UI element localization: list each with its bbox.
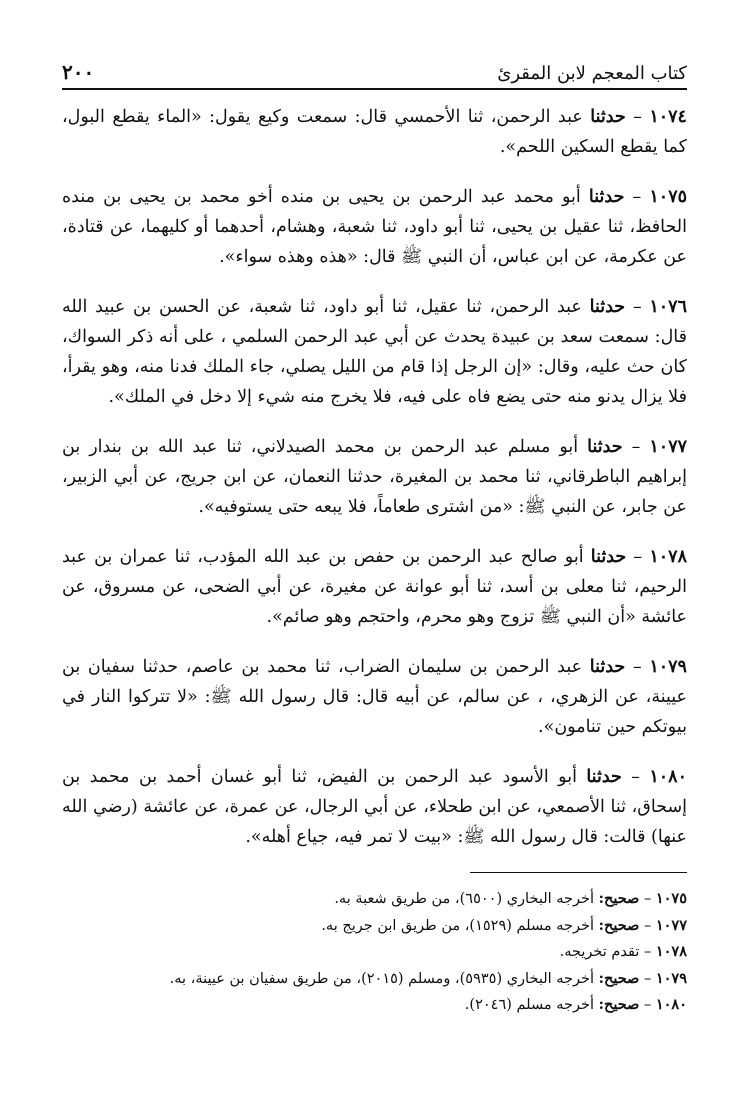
hadith-text: عبد الرحمن، ثنا الأحمسي قال: سمعت وكيع يقول: «الماء يقطع البول، كما يقطع السكين اللحم».: [62, 107, 687, 157]
hadith-text: عبد الرحمن، ثنا عقيل، ثنا أبو داود، ثنا شعبة، عن الحسن بن عبيد الله قال: سمعت سعد بن عبيدة يحدث عن أبي عبد الرحمن السلمي ، على أنه ذكر السواك، كان حث عليه، وقال: «إن الرجل إذا قام من الليل يصلي، جاء الملك فدنا منه، وهو يقرأ، فلا يزال يدنو منه حتى يضع فاه على فيه، فلا يخرج منه شيء إلا دخل في الملك».: [62, 297, 687, 407]
page-number: ٢٠٠: [62, 60, 95, 84]
footnote: ١٠٧٩ – صحيح: أخرجه البخاري (٥٩٣٥)، ومسلم (٢٠١٥)، من طريق سفيان بن عيينة، به.: [169, 969, 687, 987]
hadith-entry: ١٠٧٧ – حدثنا أبو مسلم عبد الرحمن بن محمد الصيدلاني، ثنا عبد الله بن بندار بن إبراهيم الباطرقاني، ثنا محمد بن المغيرة، حدثنا النعمان، عن ابن جريج، عن أبي الزبير، عن جابر، عن النبي ﷺ: «من اشترى طعاماً، فلا يبعه حتى يستوفيه».: [62, 437, 687, 517]
footnote: ١٠٨٠ – صحيح: أخرجه مسلم (٢٠٤٦).: [464, 996, 687, 1013]
hadith-lead-word: حدثنا: [589, 297, 626, 317]
footnote-grade: صحيح:: [598, 969, 640, 987]
hadith-entry: ١٠٨٠ – حدثنا أبو الأسود عبد الرحمن بن الفيض، ثنا أبو غسان أحمد بن محمد بن إسحاق، ثنا الأصمعي، عن ابن طحلاء، عن أبي الرجال، عن عمرة، عن عائشة (رضي الله عنها) قالت: قال رسول الله ﷺ: «بيت لا تمر فيه، جياع أهله».: [62, 767, 687, 847]
footnote-grade: صحيح:: [598, 890, 640, 907]
hadith-lead-word: حدثنا: [588, 187, 625, 207]
hadith-lead-word: حدثنا: [587, 437, 623, 457]
hadith-number: ١٠٧٧: [649, 437, 687, 457]
hadith-number: ١٠٧٦: [649, 297, 687, 317]
footnote-text: أخرجه مسلم (١٥٢٩)، من طريق ابن جريج به.: [321, 917, 594, 934]
hadith-text: أبو الأسود عبد الرحمن بن الفيض، ثنا أبو غسان أحمد بن محمد بن إسحاق، ثنا الأصمعي، عن ابن طحلاء، عن أبي الرجال، عن عمرة، عن عائشة (رضي الله عنها) قالت: قال رسول الله ﷺ: «بيت لا تمر فيه، جياع أهله».: [62, 767, 687, 847]
hadith-text: عبد الرحمن بن سليمان الضراب، ثنا محمد بن عاصم، حدثنا سفيان بن عيينة، عن الزهري، ، عن سالم، عن أبيه قال: قال رسول الله ﷺ: «لا تتركوا النار في بيوتكم حين تنامون».: [62, 657, 687, 737]
hadith-text: أبو صالح عبد الرحمن بن حفص بن عبد الله المؤدب، ثنا عمران بن عبد الرحيم، ثنا معلى بن أسد، ثنا أبو عوانة عن مغيرة، عن أبي الضحى، عن مسروق، عن عائشة «أن النبي ﷺ تزوج وهو محرم، واحتجم وهو صائم».: [62, 547, 687, 627]
running-title: كتاب المعجم لابن المقرئ: [497, 63, 687, 84]
footnote-number: ١٠٨٠: [655, 996, 687, 1013]
hadith-entry: ١٠٧٨ – حدثنا أبو صالح عبد الرحمن بن حفص بن عبد الله المؤدب، ثنا عمران بن عبد الرحيم، ثنا معلى بن أسد، ثنا أبو عوانة عن مغيرة، عن أبي الضحى، عن مسروق، عن عائشة «أن النبي ﷺ تزوج وهو محرم، واحتجم وهو صائم».: [62, 547, 687, 627]
hadith-number: ١٠٧٩: [649, 657, 687, 677]
footnote-text: تقدم تخريجه.: [559, 944, 640, 960]
hadith-lead-word: حدثنا: [589, 657, 626, 677]
hadith-number: ١٠٨٠: [649, 767, 687, 787]
footnote: ١٠٧٥ – صحيح: أخرجه البخاري (٦٥٠٠)، من طريق شعبة به.: [334, 890, 687, 907]
footnote-text: أخرجه البخاري (٥٩٣٥)، ومسلم (٢٠١٥)، من طريق سفيان بن عيينة، به.: [169, 970, 594, 987]
hadith-entry: ١٠٧٦ – حدثنا عبد الرحمن، ثنا عقيل، ثنا أبو داود، ثنا شعبة، عن الحسن بن عبيد الله قال: سمعت سعد بن عبيدة يحدث عن أبي عبد الرحمن السلمي ، على أنه ذكر السواك، كان حث عليه، وقال: «إن الرجل إذا قام من الليل يصلي، جاء الملك فدنا منه، وهو يقرأ، فلا يزال يدنو منه حتى يضع فاه على فيه، فلا يخرج منه شيء إلا دخل في الملك».: [62, 297, 687, 407]
footnote: ١٠٧٧ – صحيح: أخرجه مسلم (١٥٢٩)، من طريق ابن جريج به.: [321, 916, 687, 934]
main-text: [62, 102, 687, 872]
hadith-text: أبو محمد عبد الرحمن بن يحيى بن منده أخو محمد بن يحيى بن منده الحافظ، ثنا عقيل بن يحيى، ثنا أبو داود، ثنا شعبة، وهشام، أحدهما أو كليهما، عن قتادة، عن عكرمة، عن ابن عباس، أن النبي ﷺ قال: «هذه وهذه سواء».: [62, 187, 687, 267]
hadith-number: ١٠٧٤: [649, 107, 687, 127]
footnote-text: أخرجه مسلم (٢٠٤٦).: [464, 997, 594, 1013]
footnote-number: ١٠٧٨: [655, 943, 687, 960]
footnote-rule: [470, 872, 687, 873]
header-rule: [62, 88, 687, 90]
hadith-entry: ١٠٧٩ – حدثنا عبد الرحمن بن سليمان الضراب، ثنا محمد بن عاصم، حدثنا سفيان بن عيينة، عن الزهري، ، عن سالم، عن أبيه قال: قال رسول الله ﷺ: «لا تتركوا النار في بيوتكم حين تنامون».: [62, 657, 687, 737]
footnote-number: ١٠٧٥: [655, 890, 687, 907]
footnotes: [62, 886, 687, 1019]
footnote-number: ١٠٧٧: [655, 916, 687, 934]
footnote-grade: صحيح:: [598, 916, 640, 934]
hadith-lead-word: حدثنا: [590, 107, 626, 127]
footnote: ١٠٧٨ – تقدم تخريجه.: [559, 943, 687, 960]
hadith-entry: ١٠٧٤ – حدثنا عبد الرحمن، ثنا الأحمسي قال: سمعت وكيع يقول: «الماء يقطع البول، كما يقطع السكين اللحم».: [62, 107, 687, 157]
hadith-lead-word: حدثنا: [590, 547, 627, 567]
footnote-grade: صحيح:: [598, 996, 640, 1013]
hadith-number: ١٠٧٥: [649, 187, 687, 207]
hadith-number: ١٠٧٨: [649, 547, 687, 567]
hadith-lead-word: حدثنا: [586, 767, 622, 787]
footnote-number: ١٠٧٩: [655, 969, 687, 987]
page-header: [62, 52, 687, 84]
hadith-text: أبو مسلم عبد الرحمن بن محمد الصيدلاني، ثنا عبد الله بن بندار بن إبراهيم الباطرقاني، ثنا محمد بن المغيرة، حدثنا النعمان، عن ابن جريج، عن أبي الزبير، عن جابر، عن النبي ﷺ: «من اشترى طعاماً، فلا يبعه حتى يستوفيه».: [62, 437, 687, 517]
footnote-text: أخرجه البخاري (٦٥٠٠)، من طريق شعبة به.: [334, 891, 594, 907]
hadith-entry: ١٠٧٥ – حدثنا أبو محمد عبد الرحمن بن يحيى بن منده أخو محمد بن يحيى بن منده الحافظ، ثنا عقيل بن يحيى، ثنا أبو داود، ثنا شعبة، وهشام، أحدهما أو كليهما، عن قتادة، عن عكرمة، عن ابن عباس، أن النبي ﷺ قال: «هذه وهذه سواء».: [62, 187, 687, 267]
